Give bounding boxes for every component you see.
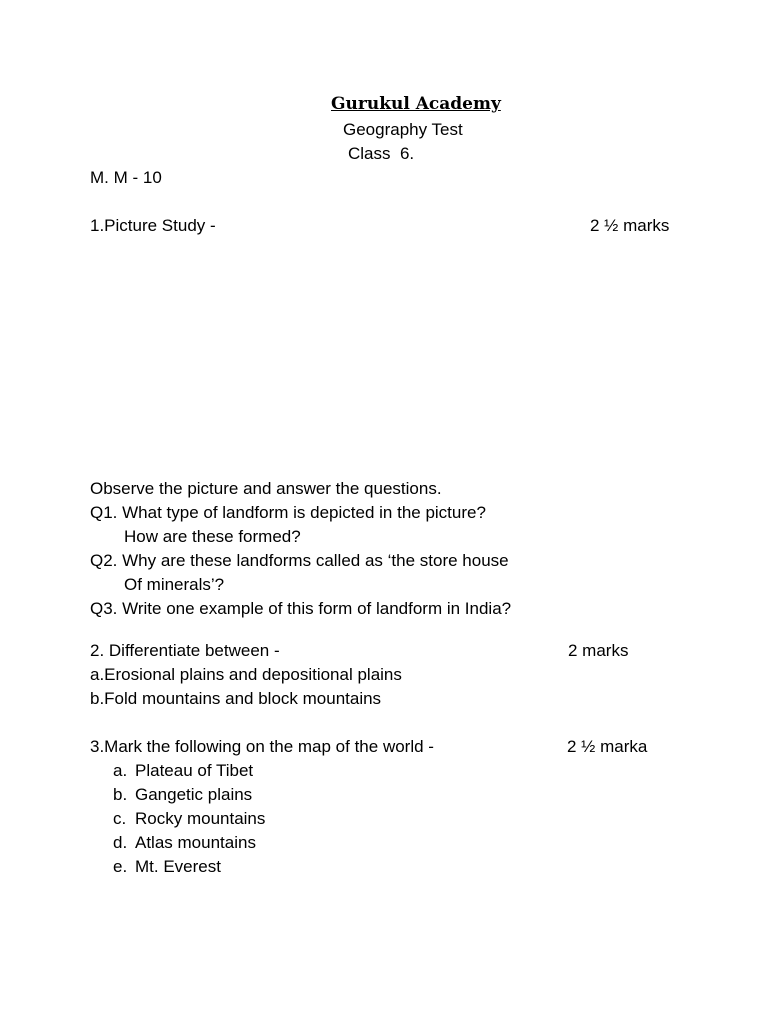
question-3: Q3. Write one example of this form of landform in India?	[90, 599, 512, 618]
list-marker: b.	[113, 785, 128, 804]
test-subject: Geography Test	[343, 120, 463, 139]
list-item	[113, 809, 265, 829]
section3-marks: 2 ½ marka	[567, 737, 648, 756]
list-item	[113, 785, 252, 805]
list-item-text: Gangetic plains	[135, 785, 253, 804]
max-marks: M. M - 10	[90, 168, 162, 187]
list-item	[113, 857, 221, 877]
list-item	[113, 761, 253, 781]
list-item-text: Atlas mountains	[135, 833, 256, 852]
school-title: Gurukul Academy	[331, 94, 501, 114]
class-label: Class 6.	[348, 144, 415, 163]
list-marker: a.	[113, 761, 128, 780]
section3-heading: 3.Mark the following on the map of the world -	[90, 737, 434, 756]
question-1: Q1. What type of landform is depicted in the picture?	[90, 503, 486, 522]
section1-marks: 2 ½ marks	[590, 216, 670, 235]
list-item-text: Plateau of Tibet	[135, 761, 254, 780]
list-marker: d.	[113, 833, 128, 852]
section2-item-a: a.Erosional plains and depositional plains	[90, 665, 402, 684]
question-1-continued: How are these formed?	[124, 527, 301, 546]
section2-heading: 2. Differentiate between -	[90, 641, 280, 660]
list-marker: c.	[113, 809, 127, 828]
section2-item-b: b.Fold mountains and block mountains	[90, 689, 382, 708]
section1-instruction: Observe the picture and answer the questions.	[90, 479, 442, 498]
list-item-text: Rocky mountains	[135, 809, 266, 828]
list-item	[113, 833, 256, 853]
question-2-continued: Of minerals’?	[124, 575, 225, 594]
section2-marks: 2 marks	[568, 641, 629, 660]
list-marker: e.	[113, 857, 128, 876]
list-item-text: Mt. Everest	[135, 857, 221, 876]
section1-heading: 1.Picture Study -	[90, 216, 216, 235]
question-2: Q2. Why are these landforms called as ‘the store house	[90, 551, 509, 570]
